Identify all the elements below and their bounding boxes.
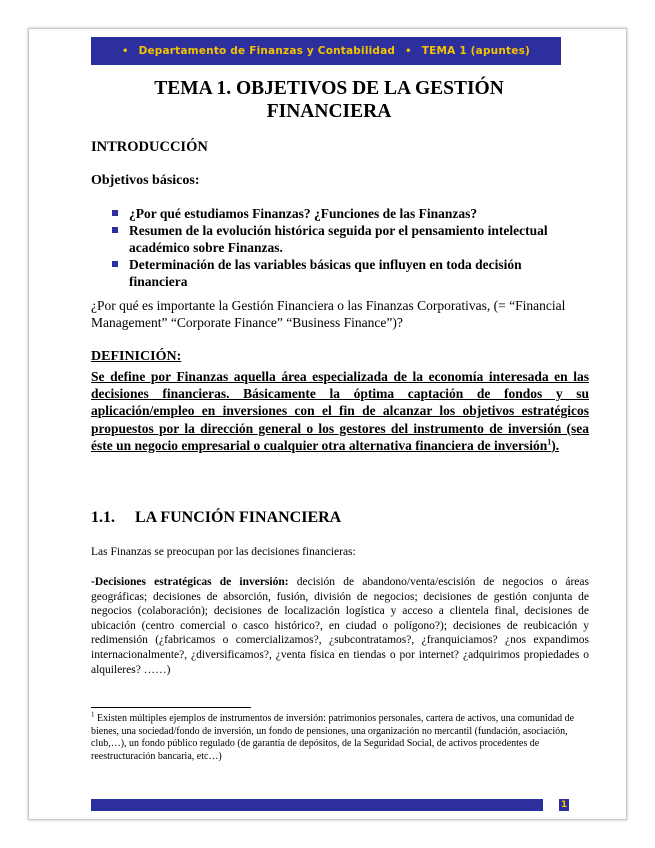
objective-text: Resumen de la evolución histórica seguida por el pensamiento intelectual académico sobre Finanzas.: [129, 223, 548, 255]
section-paragraph: [91, 575, 589, 677]
header-topic: TEMA 1 (apuntes): [421, 45, 531, 57]
page-number: 1: [560, 800, 568, 810]
paragraph-body: decisión de abandono/venta/escisión de negocios o áreas geográficas; decisiones de absorción, fusión, división de negocios; decisiones de gestión conjunta de negocios (colaboración); decisiones de localización logística y acceso a clientela final, decisiones de ubicación (centro comercial o casco histórico?, en ciudad o polígono?); decisiones de reubicación y redimensión (¿fabricamos o comercializamos?, ¿subcontratamos?, ¿franquiciamos? ¿nos expandimos internacionalmente?, ¿diversificamos?, ¿venta física en tiendas o por internet? ¿adquirimos propiedades o alquileres? ……): [91, 576, 589, 676]
definition-heading: DEFINICIÓN:: [91, 349, 182, 364]
footer-band: [91, 799, 543, 811]
footnote-text: Existen múltiples ejemplos de instrumentos de inversión: patrimonios personales, cartera de activos, una comunidad de bienes, una sociedad/fondo de inversión, un fondo de pensiones, una organización no mercantil (fundación, asociación, club,…), un fondo público regulado (de garantía de depósitos, de la Seguridad Social, de activos procedentes de reestructuración bancaria, etc…): [91, 713, 575, 762]
list-item: [109, 205, 549, 222]
header-band: [91, 37, 561, 65]
definition-end: ).: [551, 437, 560, 453]
paragraph-lead: -Decisiones estratégicas de inversión:: [91, 576, 289, 588]
objective-text: ¿Por qué estudiamos Finanzas? ¿Funciones de las Finanzas?: [129, 206, 478, 221]
objectives-list: [109, 205, 549, 290]
section-number: 1.1.: [91, 509, 115, 526]
section-intro: Las Finanzas se preocupan por las decisiones financieras:: [91, 546, 356, 558]
definition-body: Se define por Finanzas aquella área especializada de la economía interesada en las decisiones financieras. Básicamente la óptima captación de fondos y su aplicación/empleo en inversiones con el fin de alcanzar los objetivos estratégicos propuestos por la dirección general o los gestores del instrumento de inversión (sea éste un negocio empresarial o cualquier otra alternativa financiera de inversión: [91, 369, 589, 453]
footnote-divider: [91, 707, 251, 708]
list-item: [109, 222, 549, 256]
objectives-heading: Objetivos básicos:: [91, 173, 200, 188]
definition-text: [91, 368, 589, 454]
header-department: Departamento de Finanzas y Contabilidad: [138, 45, 396, 57]
footnote-reference[interactable]: 1: [547, 437, 552, 447]
page-title: TEMA 1. OBJETIVOS DE LA GESTIÓN FINANCIERA: [154, 78, 504, 122]
header-bullet-icon: •: [405, 45, 412, 57]
square-bullet-icon: [112, 227, 118, 233]
square-bullet-icon: [112, 261, 118, 267]
intro-heading: INTRODUCCIÓN: [91, 139, 208, 155]
footnote: [91, 710, 589, 763]
square-bullet-icon: [112, 210, 118, 216]
section-title: LA FUNCIÓN FINANCIERA: [135, 509, 342, 526]
document-page: [28, 28, 627, 820]
section-heading: [91, 509, 341, 527]
objective-text: Determinación de las variables básicas que influyen en toda decisión financiera: [129, 257, 522, 289]
question-paragraph: ¿Por qué es importante la Gestión Financiera o las Finanzas Corporativas, (= “Financial Management” “Corporate Finance” “Business Finance”)?: [91, 298, 566, 330]
header-bullet-icon: •: [121, 45, 129, 57]
list-item: [109, 256, 549, 290]
footnote-mark: 1: [91, 710, 95, 719]
